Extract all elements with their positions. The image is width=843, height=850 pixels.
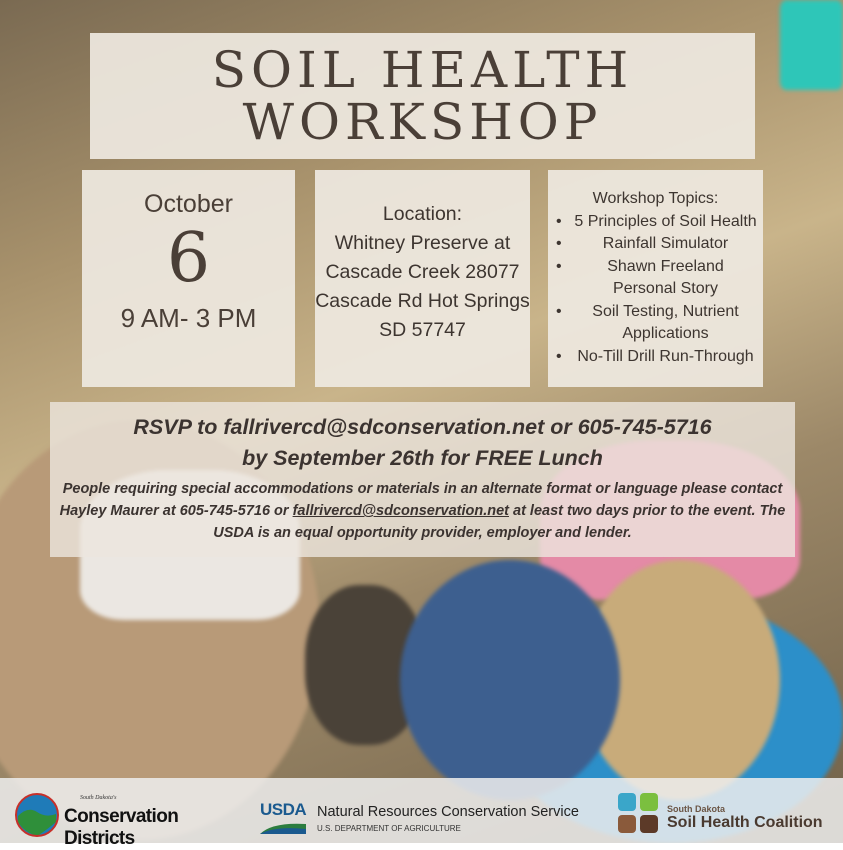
conservation-districts-logo	[14, 790, 239, 849]
usda-wordmark: USDA	[260, 800, 307, 819]
rsvp-line-1: RSVP to fallrivercd@sdconservation.net or 605-745-5716	[133, 415, 712, 439]
notice-text-a: People requiring special accommodations or materials in an alternate format or language please contact Hayley Maurer at 605-745-5716 or	[59, 481, 783, 519]
location-line: SD 57747	[379, 319, 466, 341]
location-line: Cascade Rd Hot Springs	[315, 290, 530, 312]
rsvp-panel	[50, 402, 795, 557]
topic-item: • No-Till Drill Run-Through	[574, 346, 757, 369]
notice-email-link[interactable]: fallrivercd@sdconservation.net	[292, 503, 509, 519]
topics-heading: Workshop Topics:	[592, 190, 719, 207]
shc-state-label: South Dakota	[667, 804, 726, 814]
date-panel	[82, 170, 295, 387]
location-panel	[315, 170, 530, 387]
photo-teal-shirt	[780, 0, 843, 90]
location-line: Whitney Preserve at	[334, 232, 511, 254]
cd-name: Conservation Districts	[64, 806, 179, 849]
soil-health-coalition-logo	[617, 792, 832, 838]
topics-panel	[548, 170, 763, 387]
globe-icon	[14, 792, 60, 838]
notice-text-b: at least two days prior to the event. The USDA is an equal opportunity provider, employer and lender.	[213, 503, 786, 541]
leaf-squares-icon	[617, 792, 659, 834]
location-heading: Location:	[382, 203, 463, 225]
rsvp-line-2: by September 26th for FREE Lunch	[242, 446, 603, 470]
nrcs-name: Natural Resources Conservation Service	[317, 804, 579, 820]
cd-state-label: South Dakota's	[80, 795, 117, 801]
topic-item: • Soil Testing, Nutrient Applications	[574, 301, 757, 346]
usda-hills-icon	[260, 820, 306, 834]
usda-department: U.S. DEPARTMENT OF AGRICULTURE	[317, 824, 461, 833]
photo-jeans	[400, 560, 620, 800]
topic-item: • Rainfall Simulator	[574, 233, 757, 256]
title-panel	[90, 33, 755, 159]
sponsor-footer	[0, 778, 843, 849]
shc-name: Soil Health Coalition	[667, 814, 823, 831]
event-time: 9 AM- 3 PM	[120, 303, 257, 333]
event-month: October	[144, 190, 233, 218]
accommodations-notice	[50, 478, 795, 544]
event-day: 6	[166, 219, 211, 298]
title-line-1: SOIL HEALTH	[211, 41, 634, 99]
topic-item: • 5 Principles of Soil Health	[574, 211, 757, 234]
topics-list	[548, 211, 763, 369]
title-line-2: WORKSHOP	[242, 93, 603, 151]
usda-nrcs-logo	[260, 800, 590, 840]
location-line: Cascade Creek 28077	[325, 261, 520, 283]
topic-item: • Shawn Freeland Personal Story	[574, 256, 757, 301]
